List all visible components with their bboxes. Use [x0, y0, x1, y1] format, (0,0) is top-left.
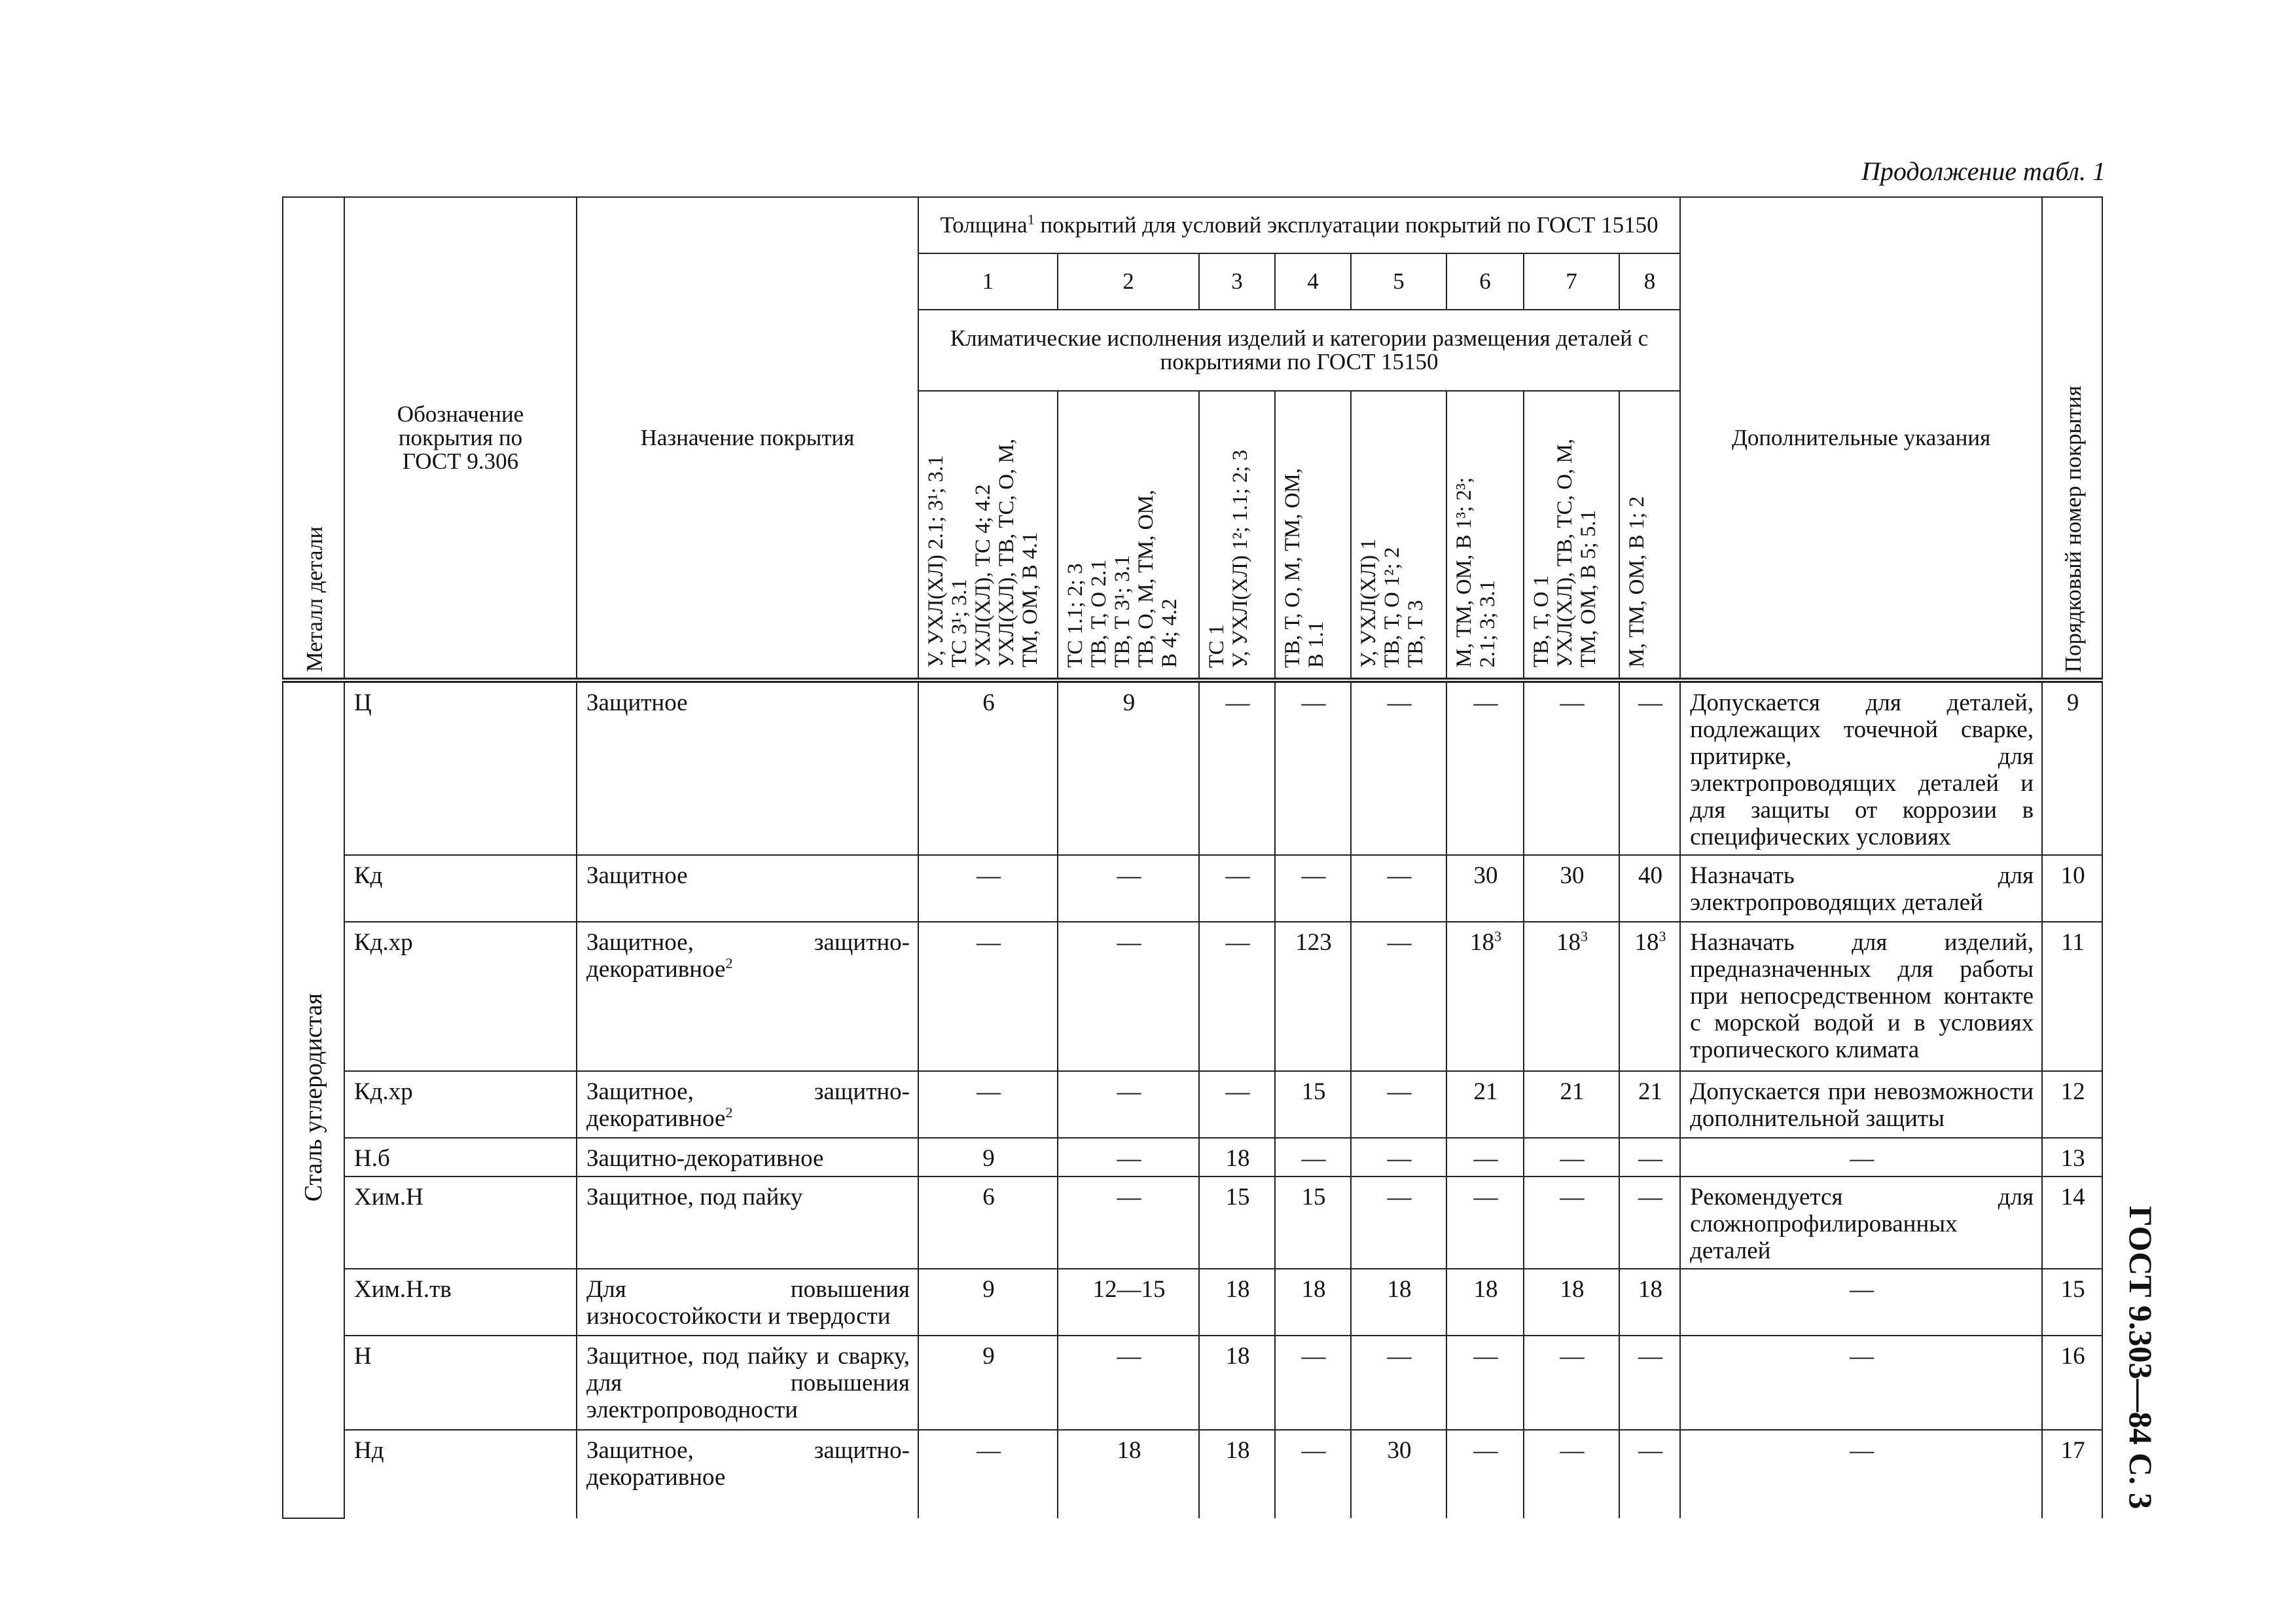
thickness-value: —	[918, 922, 1058, 1071]
thickness-value: —	[1058, 922, 1199, 1071]
additional-note: Допускается для деталей, подлежащих точечной сварке, притирке, для электропроводящих деталей и для защиты от коррозии в специфических условиях	[1680, 680, 2042, 855]
thickness-value: 12—15	[1058, 1269, 1199, 1336]
condition-6: 6	[1446, 253, 1524, 310]
thickness-value: —	[1619, 1176, 1680, 1269]
coating-purpose: Защитное, защитно-декоративное$^2$	[577, 922, 918, 1071]
thickness-value: 21	[1524, 1071, 1619, 1138]
thickness-value: 6	[918, 1176, 1058, 1269]
condition-5: 5	[1351, 253, 1446, 310]
additional-note: Допускается при невозможности дополнительной защиты	[1680, 1071, 2042, 1138]
thickness-value: —	[1446, 1430, 1524, 1518]
thickness-value: 40	[1619, 855, 1680, 922]
thickness-value: —	[1524, 680, 1619, 855]
thickness-value: $18^3$	[1446, 922, 1524, 1071]
thickness-value: 18	[1058, 1430, 1199, 1518]
thickness-value: 123	[1275, 922, 1351, 1071]
climate-code-5: У, УХЛ(ХЛ) 1 ТВ, Т, О 1²; 2 ТВ, Т 3	[1351, 391, 1446, 680]
climate-code-6: М, ТМ, ОМ, В 1³; 2³; 2.1; 3; 3.1	[1446, 391, 1524, 680]
thickness-value: —	[1446, 1176, 1524, 1269]
coating-code: Кд.хр	[344, 1071, 577, 1138]
coating-purpose: Защитное, защитно-декоративное$^2$	[577, 1071, 918, 1138]
thickness-value: —	[1058, 1176, 1199, 1269]
standard-page-title: ГОСТ 9.303—84 С. 3	[2123, 1206, 2159, 1510]
thickness-value: 30	[1446, 855, 1524, 922]
thickness-value: $18^3$	[1619, 922, 1680, 1071]
thickness-value: —	[1275, 1430, 1351, 1518]
climate-code-7: ТВ, Т, О 1 УХЛ(ХЛ), ТВ, ТС, О, М, ТМ, ОМ, В 5; 5.1	[1524, 391, 1619, 680]
condition-7: 7	[1524, 253, 1619, 310]
additional-note: Назначать для изделий, предназначенных для работы при непосредственном контакте с морской водой и в условиях тропического климата	[1680, 922, 2042, 1071]
thickness-value: —	[1199, 855, 1275, 922]
condition-8: 8	[1619, 253, 1680, 310]
thickness-value: —	[1058, 1138, 1199, 1176]
thickness-value: —	[1351, 855, 1446, 922]
coating-code: Н.б	[344, 1138, 577, 1176]
thickness-value: 9	[918, 1336, 1058, 1430]
condition-2: 2	[1058, 253, 1199, 310]
thickness-value: —	[1058, 855, 1199, 922]
thickness-value: —	[1199, 680, 1275, 855]
coating-code: Ц	[344, 680, 577, 855]
thickness-value: —	[918, 1071, 1058, 1138]
thickness-value: 15	[1275, 1071, 1351, 1138]
metal-group-cell	[283, 680, 344, 1518]
coating-purpose: Защитное, под пайку	[577, 1176, 918, 1269]
thickness-value: —	[1524, 1336, 1619, 1430]
order-number: 10	[2042, 855, 2102, 922]
additional-note: Назначать для электропроводящих деталей	[1680, 855, 2042, 922]
thickness-value: —	[1619, 680, 1680, 855]
thickness-value: —	[1446, 1138, 1524, 1176]
additional-note: —	[1680, 1336, 2042, 1430]
thickness-value: —	[1351, 1176, 1446, 1269]
coating-code: Нд	[344, 1430, 577, 1518]
thickness-value: —	[1524, 1430, 1619, 1518]
thickness-value: —	[918, 1430, 1058, 1518]
header-purpose: Назначение покрытия	[577, 197, 918, 680]
thickness-value: —	[1058, 1071, 1199, 1138]
thickness-value: 18	[1446, 1269, 1524, 1336]
header-metal: Металл детали	[283, 197, 344, 680]
thickness-value: —	[1275, 855, 1351, 922]
continuation-label: Продолжение табл. 1	[1861, 156, 2106, 186]
coating-code: Н	[344, 1336, 577, 1430]
thickness-value: —	[1524, 1176, 1619, 1269]
coating-purpose: Защитно-декоративное	[577, 1138, 918, 1176]
thickness-value: —	[1275, 680, 1351, 855]
coating-purpose: Защитное	[577, 855, 918, 922]
thickness-value: —	[1351, 680, 1446, 855]
thickness-value: 15	[1199, 1176, 1275, 1269]
climate-code-2: ТС 1.1; 2; 3 ТВ, Т, О 2.1 ТВ, Т 3¹; 3.1 ТВ, О, М, ТМ, ОМ, В 4; 4.2	[1058, 391, 1199, 680]
climate-code-3: ТС 1 У, УХЛ(ХЛ) 1²; 1.1; 2; 3	[1199, 391, 1275, 680]
coating-purpose: Защитное, под пайку и сварку, для повышения электропроводности	[577, 1336, 918, 1430]
condition-1: 1	[918, 253, 1058, 310]
thickness-value: 21	[1619, 1071, 1680, 1138]
header-designation: Обозначение покрытия по ГОСТ 9.306	[344, 197, 577, 680]
thickness-value: —	[1199, 1071, 1275, 1138]
thickness-value: 9	[918, 1138, 1058, 1176]
thickness-value: —	[1351, 1336, 1446, 1430]
thickness-value: —	[1351, 1138, 1446, 1176]
condition-4: 4	[1275, 253, 1351, 310]
thickness-value: —	[1351, 922, 1446, 1071]
additional-note: —	[1680, 1430, 2042, 1518]
climate-code-8: М, ТМ, ОМ, В 1; 2	[1619, 391, 1680, 680]
thickness-value: 15	[1275, 1176, 1351, 1269]
thickness-value: 9	[1058, 680, 1199, 855]
header-order-number: Порядковый номер покрытия	[2042, 197, 2102, 680]
thickness-value: —	[1275, 1336, 1351, 1430]
coatings-table	[282, 196, 2103, 1519]
header-thickness: Толщина$^1$ покрытий для условий эксплуатации покрытий по ГОСТ 15150	[918, 197, 1680, 253]
additional-note: —	[1680, 1269, 2042, 1336]
coating-code: Кд	[344, 855, 577, 922]
order-number: 13	[2042, 1138, 2102, 1176]
thickness-value: 6	[918, 680, 1058, 855]
order-number: 11	[2042, 922, 2102, 1071]
thickness-value: —	[1446, 1336, 1524, 1430]
climate-code-4: ТВ, Т, О, М, ТМ, ОМ, В 1.1	[1275, 391, 1351, 680]
thickness-value: 18	[1619, 1269, 1680, 1336]
metal-group-label: Сталь углеродистая	[299, 993, 327, 1202]
thickness-value: 18	[1199, 1138, 1275, 1176]
order-number: 16	[2042, 1336, 2102, 1430]
thickness-value: 18	[1199, 1336, 1275, 1430]
thickness-value: 18	[1199, 1269, 1275, 1336]
thickness-value: —	[918, 855, 1058, 922]
additional-note: —	[1680, 1138, 2042, 1176]
thickness-value: —	[1199, 922, 1275, 1071]
coating-code: Кд.хр	[344, 922, 577, 1071]
thickness-value: —	[1524, 1138, 1619, 1176]
thickness-value: 18	[1275, 1269, 1351, 1336]
condition-3: 3	[1199, 253, 1275, 310]
thickness-value: —	[1619, 1336, 1680, 1430]
thickness-value: 18	[1351, 1269, 1446, 1336]
thickness-value: —	[1619, 1138, 1680, 1176]
thickness-value: 30	[1351, 1430, 1446, 1518]
thickness-value: —	[1275, 1138, 1351, 1176]
order-number: 12	[2042, 1071, 2102, 1138]
coating-purpose: Защитное, защитно-декоративное	[577, 1430, 918, 1518]
climate-code-1: У, УХЛ(ХЛ) 2.1; 3¹; 3.1 ТС 3¹; 3.1 УХЛ(ХЛ), ТС 4; 4.2 УХЛ(ХЛ), ТВ, ТС, О, М, ТМ, ОМ, В 4.1	[918, 391, 1058, 680]
thickness-value: —	[1619, 1430, 1680, 1518]
header-climate: Климатические исполнения изделий и категории размещения деталей с покрытиями по ГОСТ 15150	[918, 310, 1680, 391]
coating-purpose: Для повышения износостойкости и твердости	[577, 1269, 918, 1336]
coating-code: Хим.Н	[344, 1176, 577, 1269]
additional-note: Рекомендуется для сложнопрофилированных деталей	[1680, 1176, 2042, 1269]
thickness-value: 21	[1446, 1071, 1524, 1138]
thickness-value: $18^3$	[1524, 922, 1619, 1071]
order-number: 17	[2042, 1430, 2102, 1518]
order-number: 15	[2042, 1269, 2102, 1336]
coating-code: Хим.Н.тв	[344, 1269, 577, 1336]
header-notes: Дополнительные указания	[1680, 197, 2042, 680]
thickness-value: —	[1446, 680, 1524, 855]
thickness-value: 30	[1524, 855, 1619, 922]
thickness-value: —	[1058, 1336, 1199, 1430]
thickness-value: 18	[1524, 1269, 1619, 1336]
order-number: 14	[2042, 1176, 2102, 1269]
order-number: 9	[2042, 680, 2102, 855]
thickness-value: 9	[918, 1269, 1058, 1336]
coating-purpose: Защитное	[577, 680, 918, 855]
thickness-value: —	[1351, 1071, 1446, 1138]
thickness-value: 18	[1199, 1430, 1275, 1518]
